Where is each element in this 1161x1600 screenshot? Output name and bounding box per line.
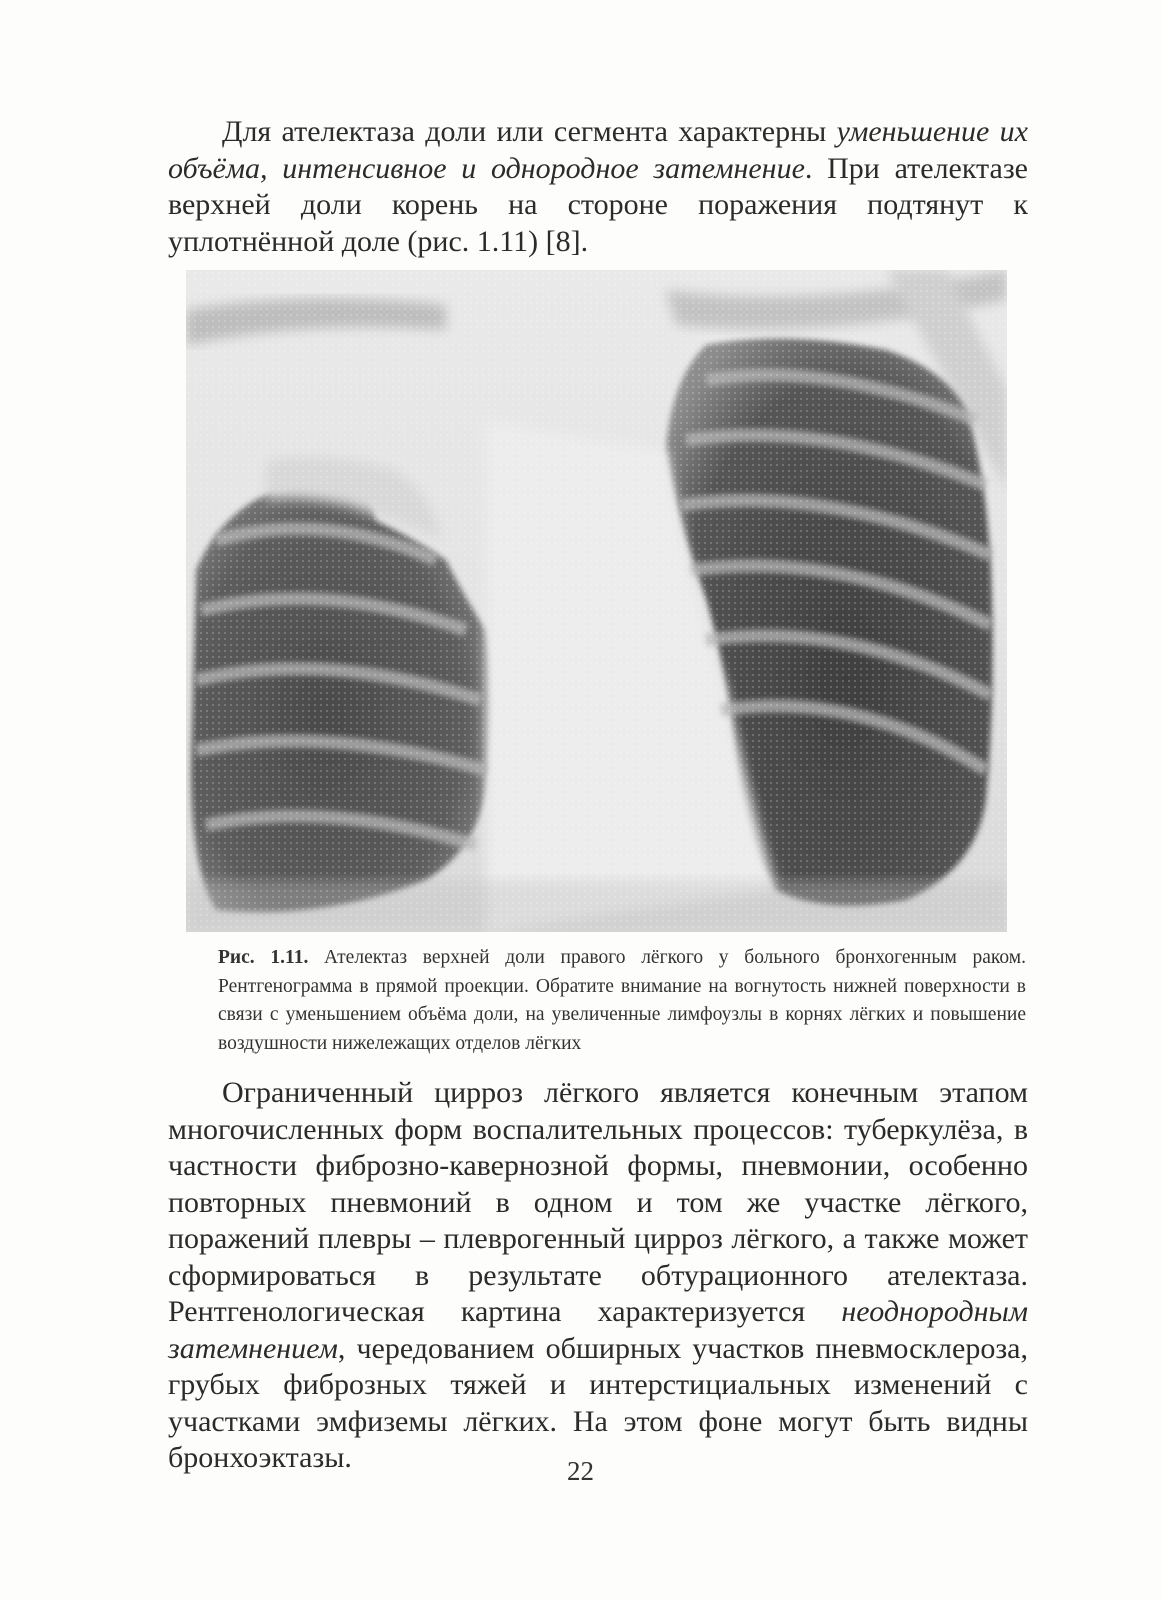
figure-caption	[218, 944, 1026, 1058]
paragraph-text: , чередованием обширных участков пневмосклероза, грубых фиброзных тяжей и интерстициальных изменений с участками эмфиземы лёгких. На этом фоне могут быть видны бронхоэктазы.	[168, 1331, 1028, 1474]
paragraph-text: Для ателектаза доли или сегмента характерны	[222, 115, 837, 148]
paragraph-emphasis: уменьшение их объёма, интенсивное и однородное затемнение	[168, 115, 1029, 185]
paragraph-atelectasis	[168, 114, 1028, 260]
page-number: 22	[567, 1456, 594, 1486]
paragraph-text: . При ателектазе верхней доли корень на стороне поражения подтянут к уплотнённой доле (рис. 1.11) [8].	[168, 151, 1028, 258]
caption-label: Рис. 1.11.	[218, 947, 309, 968]
paragraph-cirrhosis	[168, 1075, 1028, 1477]
caption-text: Ателектаз верхней доли правого лёгкого у больного бронхогенным раком. Рентгенограмма в прямой проекции. Обратите внимание на вогнутость нижней поверхности в связи с уменьшением объёма доли, на увеличенные лимфоузлы в корнях лёгких и повышение воздушности нижележащих отделов лёгких	[218, 947, 1026, 1054]
paragraph-text: Ограниченный цирроз лёгкого является конечным этапом многочисленных форм воспалительных процессов: туберкулёза, в частности фиброзно-кавернозной формы, пневмонии, особенно повторных пневмоний в одном и том же участке лёгкого, поражений плевры – плеврогенный цирроз лёгкого, а также может сформироваться в результате обтурационного ателектаза. Рентгенологическая картина характеризуется	[168, 1076, 1028, 1328]
chest-xray-image	[186, 270, 1007, 932]
xray-figure	[186, 270, 1007, 932]
paragraph-emphasis: неоднородным затемнением	[168, 1295, 1028, 1365]
